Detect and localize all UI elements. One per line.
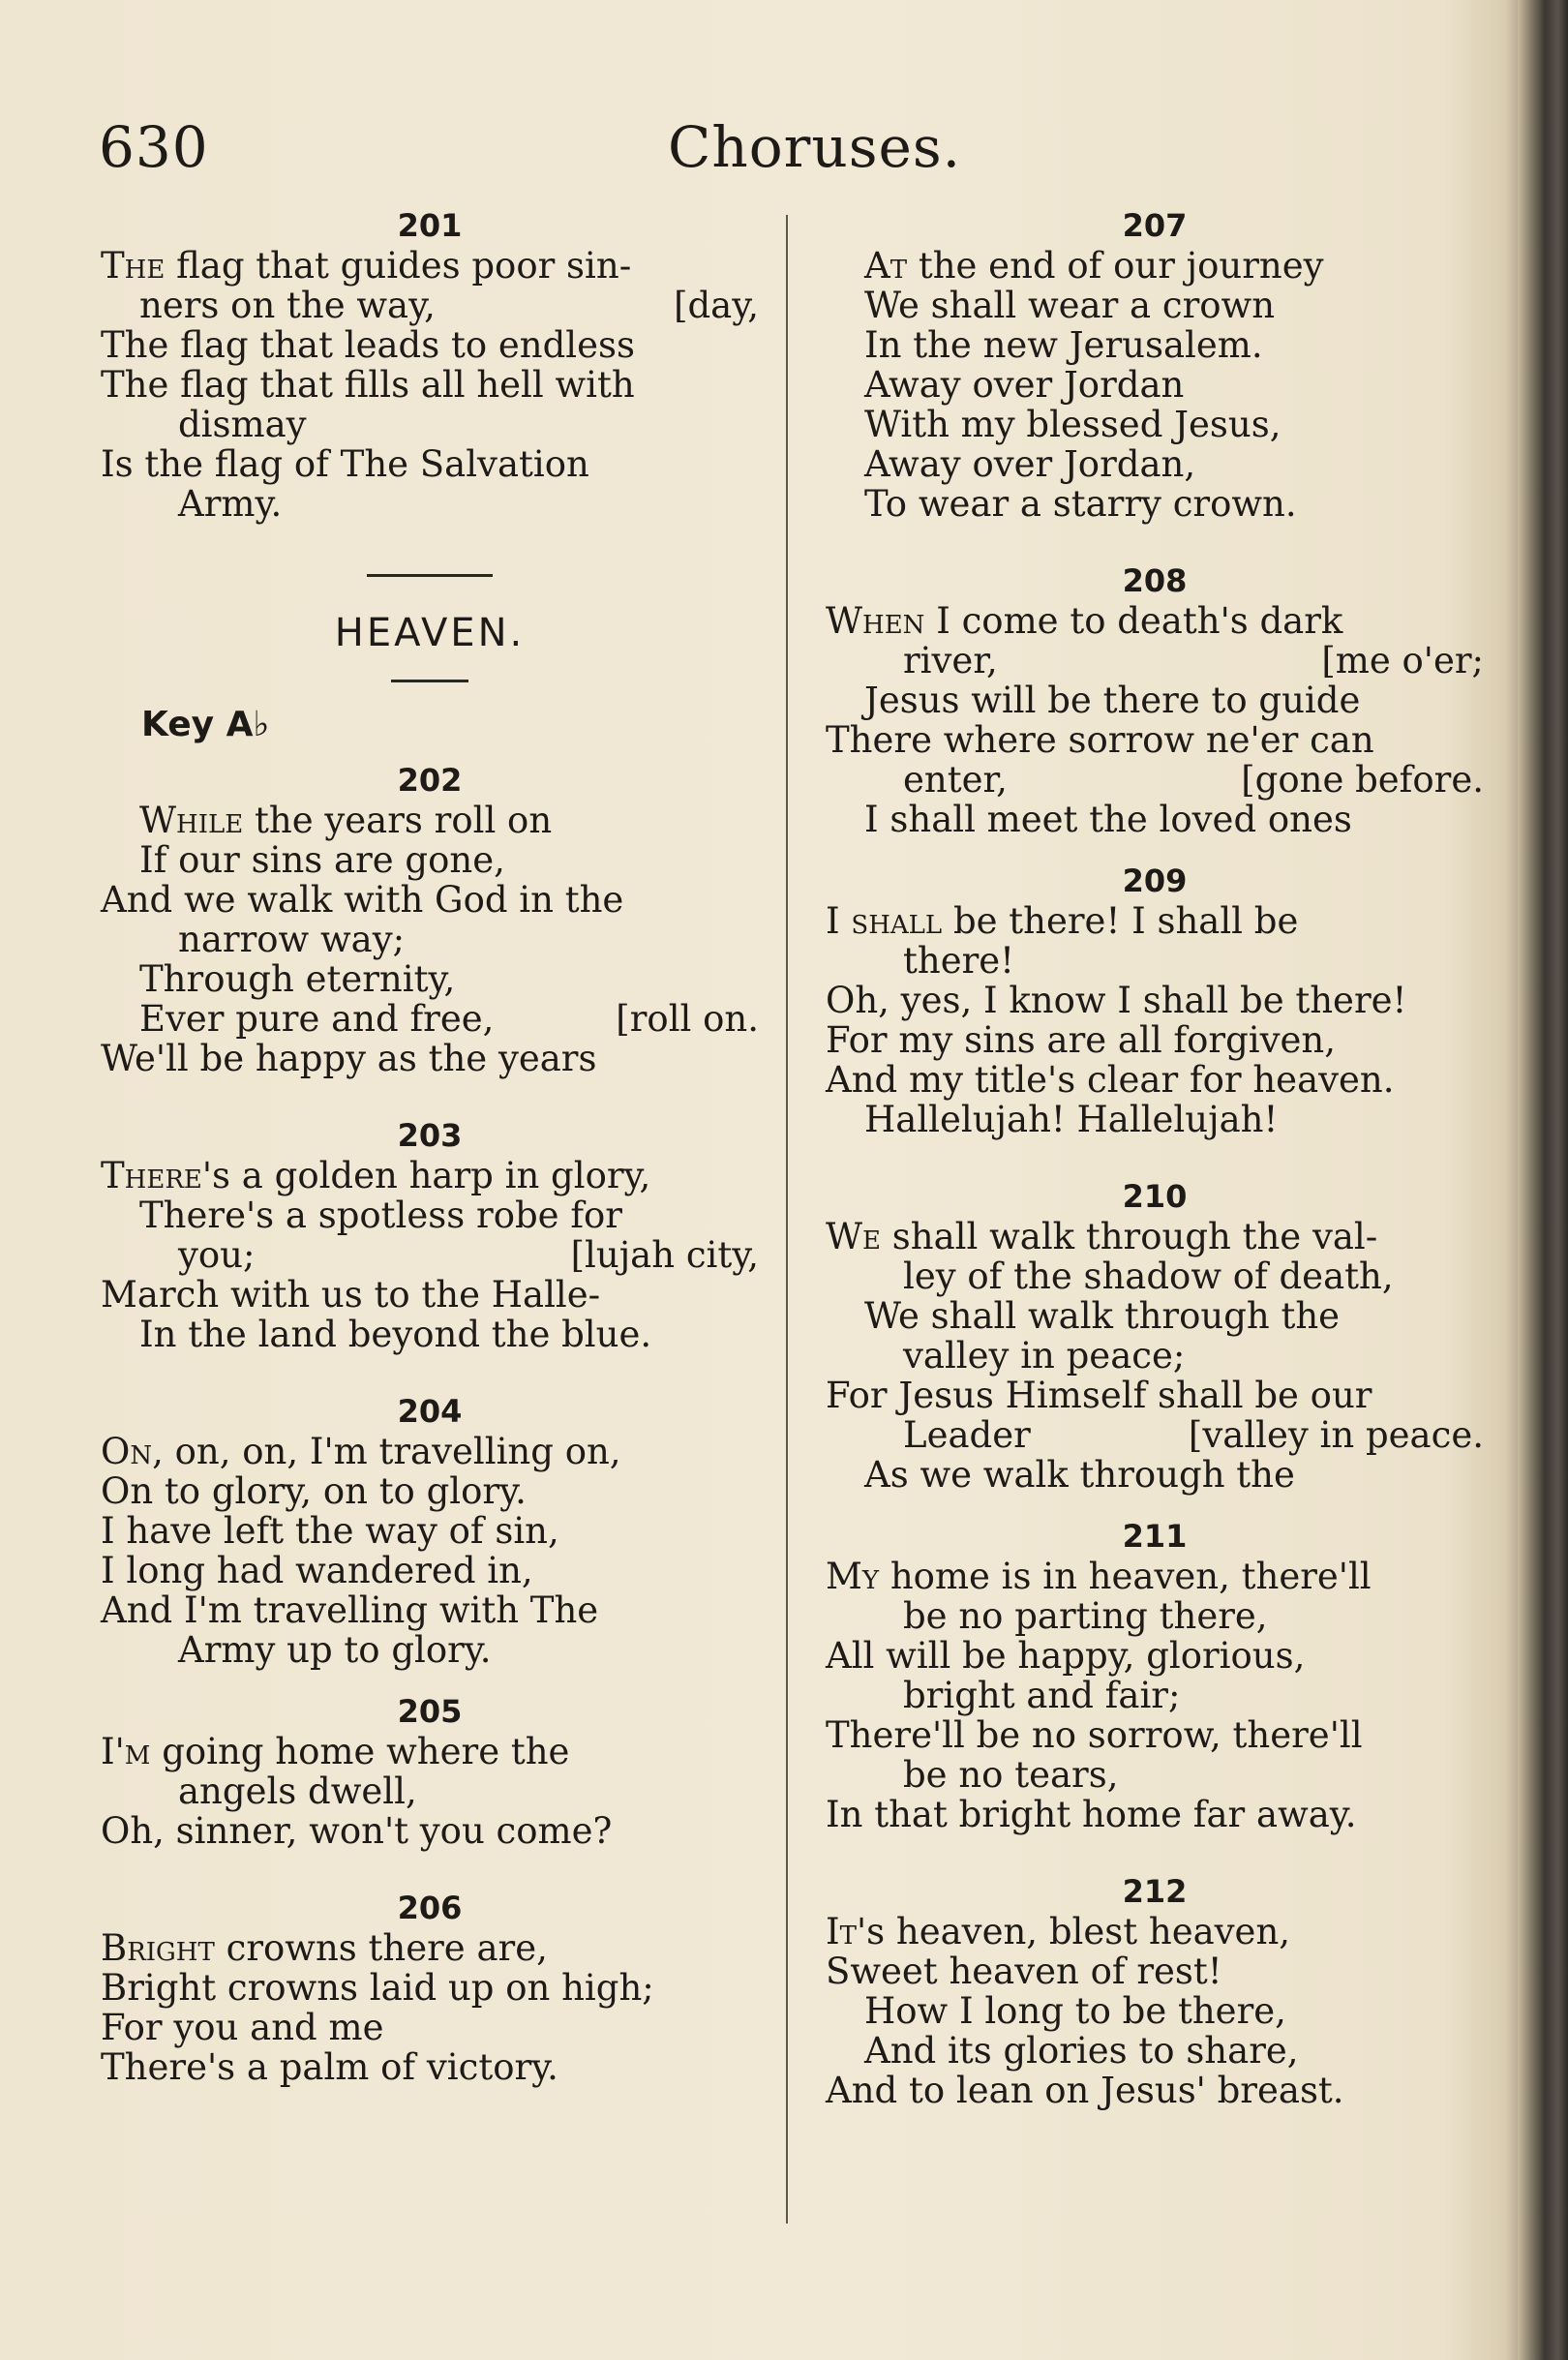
verse-text: river, [903, 640, 998, 681]
verse-line: And to lean on Jesus' breast. [826, 2070, 1344, 2111]
verse-line [101, 1928, 759, 1968]
chorus-number: 206 [397, 1890, 463, 1926]
verse-line: Sweet heaven of rest! [826, 1951, 1222, 1992]
first-word: Bright [101, 1927, 215, 1969]
verse-line: I have left the way of sin, [101, 1510, 559, 1552]
verse-line: For Jesus Himself shall be our [826, 1375, 1372, 1416]
verse-line: We shall wear a crown [864, 285, 1276, 326]
verse-line: be no tears, [903, 1754, 1119, 1796]
verse-line: And my title's clear for heaven. [826, 1059, 1395, 1101]
verse-line: And its glories to share, [864, 2030, 1299, 2072]
verse-text: I come to death's dark [936, 600, 1343, 642]
verse-line [101, 286, 759, 325]
verse-text: enter, [903, 759, 1008, 801]
verse-line [826, 641, 1484, 681]
chorus-208 [826, 560, 1484, 839]
left-column [101, 205, 759, 2087]
verse-line [101, 1732, 759, 1771]
verse-line: For you and me [101, 2007, 384, 2048]
first-word: I shall [826, 900, 943, 942]
verse-line: All will be happy, glorious, [826, 1635, 1306, 1677]
chorus-212 [826, 1871, 1484, 2110]
chorus-202 [101, 760, 759, 1078]
verse-text: home is in heaven, there'll [890, 1556, 1372, 1597]
first-word: There [101, 1155, 202, 1196]
verse-text: shall walk through the val- [891, 1216, 1378, 1257]
verse-line: The flag that fills all hell with [101, 364, 635, 406]
verse-line [826, 760, 1484, 800]
verse-line: Through eternity, [139, 958, 456, 1000]
verse-text: flag that guides poor sin- [176, 245, 632, 287]
verse-line [101, 1432, 759, 1471]
music-key: Key A♭ [141, 705, 270, 744]
verse-text: going home where the [162, 1731, 570, 1772]
verse-line [826, 246, 1484, 286]
verse-line [826, 601, 1484, 641]
chorus-number: 205 [397, 1693, 463, 1730]
verse-line: For my sins are all forgiven, [826, 1019, 1336, 1061]
book-spine [1518, 0, 1568, 2360]
verse-line: In the new Jerusalem. [864, 324, 1263, 366]
first-word: When [826, 600, 925, 642]
verse-line: Is the flag of The Salvation [101, 443, 589, 485]
turnover-text: [day, [674, 285, 759, 326]
verse-line [826, 1912, 1484, 1952]
verse-line: In that bright home far away. [826, 1794, 1357, 1835]
verse-line [101, 801, 759, 840]
verse-line: valley in peace; [903, 1335, 1186, 1377]
chorus-203 [101, 1115, 759, 1354]
verse-line: ley of the shadow of death, [903, 1256, 1394, 1297]
verse-line: March with us to the Halle- [101, 1274, 601, 1316]
verse-line: With my blessed Jesus, [864, 404, 1282, 445]
verse-text: Leader [903, 1414, 1031, 1456]
verse-line: And we walk with God in the [101, 879, 624, 921]
chorus-number: 210 [1122, 1178, 1188, 1215]
chorus-206 [101, 1888, 759, 2087]
verse-line [101, 1235, 759, 1275]
verse-text: , on, on, I'm travelling on, [152, 1431, 621, 1472]
verse-line: bright and fair; [903, 1675, 1181, 1716]
verse-line: How I long to be there, [864, 1990, 1286, 2032]
verse-line [101, 999, 759, 1039]
verse-text: ners on the way, [139, 285, 436, 326]
verse-text: be there! I shall be [952, 900, 1299, 942]
verse-line: The flag that leads to endless [101, 324, 635, 366]
column-divider [786, 215, 788, 2224]
chorus-number: 204 [397, 1393, 463, 1430]
turnover-text: [roll on. [616, 998, 759, 1040]
section-title: HEAVEN. [334, 611, 526, 655]
verse-text: the end of our journey [918, 245, 1324, 287]
verse-line [826, 901, 1484, 941]
verse-line: there! [903, 940, 1015, 982]
verse-line: Army. [178, 483, 283, 525]
page-header [0, 114, 1568, 201]
verse-line: angels dwell, [178, 1770, 417, 1812]
verse-line: be no parting there, [903, 1595, 1268, 1637]
chorus-number: 202 [397, 762, 463, 799]
verse-line: There's a palm of victory. [101, 2046, 558, 2088]
verse-line: narrow way; [178, 919, 406, 960]
verse-line: In the land beyond the blue. [139, 1314, 652, 1355]
verse-line [826, 1557, 1484, 1596]
first-word: It [826, 1911, 857, 1952]
first-word: The [101, 245, 166, 287]
chorus-204 [101, 1391, 759, 1670]
verse-text: Ever pure and free, [139, 998, 495, 1040]
verse-text: you; [178, 1234, 256, 1276]
verse-line: There's a spotless robe for [139, 1195, 622, 1236]
chorus-number: 208 [1122, 562, 1188, 599]
verse-line: To wear a starry crown. [864, 483, 1297, 525]
verse-line: Away over Jordan [864, 364, 1185, 406]
verse-line: As we walk through the [864, 1454, 1295, 1496]
verse-line: There where sorrow ne'er can [826, 719, 1374, 761]
chorus-number: 212 [1122, 1873, 1188, 1910]
chorus-number: 207 [1122, 207, 1188, 244]
verse-line: Hallelujah! Hallelujah! [864, 1099, 1279, 1140]
chorus-209 [826, 861, 1484, 1139]
running-title: Choruses. [668, 114, 962, 180]
chorus-207 [826, 205, 1484, 524]
verse-text: 's a golden harp in glory, [201, 1155, 651, 1196]
first-word: On [101, 1431, 153, 1472]
first-word: At [864, 245, 908, 287]
verse-line: Army up to glory. [178, 1629, 492, 1671]
verse-line [826, 1415, 1484, 1455]
verse-line: Away over Jordan, [864, 443, 1196, 485]
turnover-text: [valley in peace. [1188, 1414, 1484, 1456]
verse-line [826, 1217, 1484, 1256]
turnover-text: [lujah city, [570, 1234, 759, 1276]
turnover-text: [me o'er; [1321, 640, 1484, 681]
right-column [826, 205, 1484, 2110]
verse-line: We'll be happy as the years [101, 1038, 597, 1079]
chorus-211 [826, 1516, 1484, 1834]
verse-line: I shall meet the loved ones [864, 799, 1352, 840]
verse-line: And I'm travelling with The [101, 1589, 599, 1631]
page-number: 630 [99, 114, 209, 180]
verse-line: I long had wandered in, [101, 1550, 533, 1591]
verse-line: We shall walk through the [864, 1295, 1341, 1337]
chorus-number: 211 [1122, 1518, 1188, 1555]
first-word: We [826, 1216, 882, 1257]
first-word: While [139, 800, 244, 841]
verse-text: the years roll on [255, 800, 553, 841]
verse-line: There'll be no sorrow, there'll [826, 1714, 1363, 1756]
first-word: I'm [101, 1731, 151, 1772]
verse-line: Oh, yes, I know I shall be there! [826, 980, 1407, 1021]
verse-line: Oh, sinner, won't you come? [101, 1810, 613, 1852]
first-word: My [826, 1556, 880, 1597]
verse-text: 's heaven, blest heaven, [856, 1911, 1291, 1952]
chorus-205 [101, 1691, 759, 1851]
chorus-210 [826, 1176, 1484, 1495]
verse-line: dismay [178, 404, 307, 445]
chorus-number: 209 [1122, 862, 1188, 899]
verse-line: Bright crowns laid up on high; [101, 1967, 654, 2009]
verse-line: If our sins are gone, [139, 839, 505, 881]
chorus-number: 201 [397, 207, 463, 244]
verse-line: Jesus will be there to guide [864, 680, 1361, 721]
chorus-number: 203 [397, 1117, 463, 1154]
verse-line [101, 1156, 759, 1195]
chorus-201 [101, 205, 759, 524]
verse-line [101, 246, 759, 286]
verse-text: crowns there are, [226, 1927, 548, 1969]
turnover-text: [gone before. [1241, 759, 1484, 801]
verse-line: On to glory, on to glory. [101, 1470, 527, 1512]
